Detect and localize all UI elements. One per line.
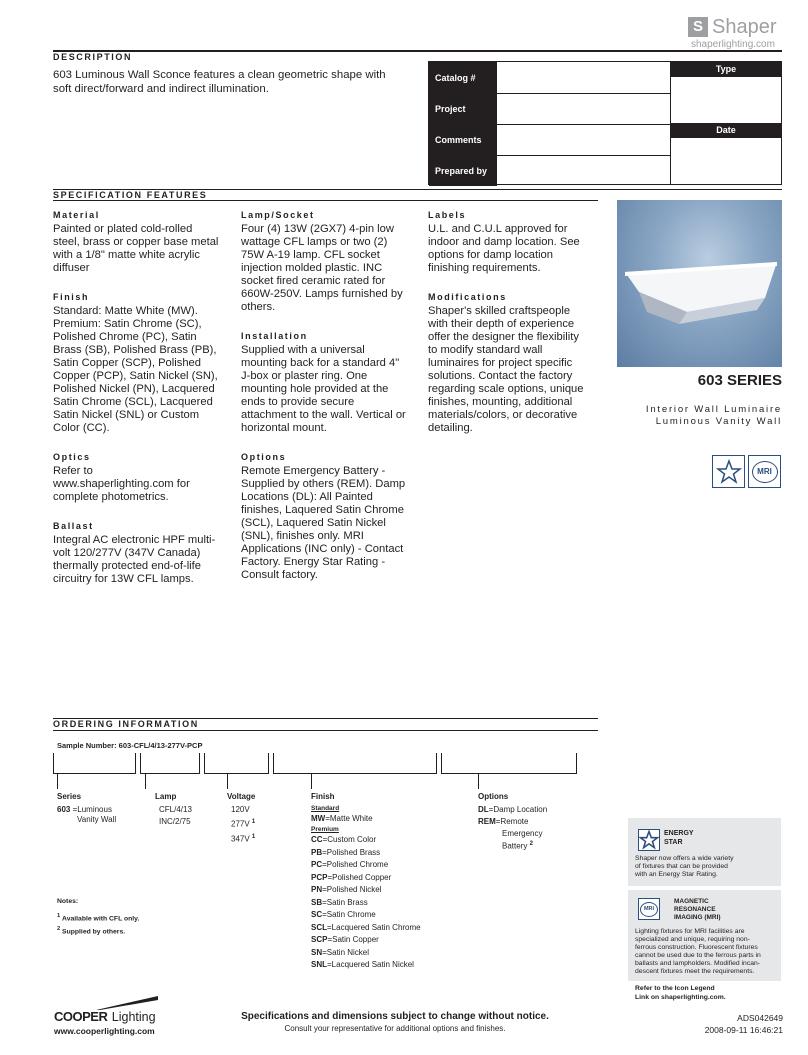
voltage-box bbox=[204, 753, 269, 774]
finish-mw-desc: =Matte White bbox=[325, 813, 373, 823]
finish-column bbox=[311, 791, 471, 972]
lamp-item-1: CFL/4/13 bbox=[159, 804, 192, 814]
finish-mw-code: MW bbox=[311, 813, 326, 823]
cooper-logo bbox=[54, 996, 169, 1036]
options-rem-desc-3: Battery bbox=[502, 841, 528, 851]
spec-heading: SPECIFICATION FEATURES bbox=[53, 190, 208, 200]
finish-pcp-desc: =Polished Copper bbox=[327, 872, 392, 882]
note-1-sup: 1 bbox=[57, 913, 61, 919]
shaper-url: shaperlighting.com bbox=[691, 39, 775, 50]
legend-mri-icon bbox=[638, 898, 660, 920]
series-box bbox=[53, 753, 136, 774]
finish-cc-desc: =Custom Color bbox=[322, 835, 377, 844]
finish-pn-code: PN bbox=[311, 885, 323, 894]
series-connector bbox=[57, 774, 58, 789]
shaper-logo bbox=[688, 14, 788, 50]
voltage-sup-1: 1 bbox=[251, 819, 256, 825]
voltage-sup-2: 1 bbox=[251, 834, 256, 841]
shaper-logo-mark: S bbox=[688, 17, 708, 37]
description-heading: DESCRIPTION bbox=[53, 52, 133, 62]
mri-icon bbox=[748, 455, 781, 488]
date-label: Date bbox=[671, 123, 781, 138]
legend-energy-title-2: STAR bbox=[664, 839, 683, 846]
options-text: Remote Emergency Battery - Supplied by others (REM). Damp Locations (DL): All Painted finishes, Laquered Satin Chrome (SCL), Laquered Satin Nickel (SNL), finishes only. MRI Applications (INC only) - Contact Factory. Energy Star Rating - Consult factory. bbox=[241, 465, 406, 581]
voltage-item-1: 120V bbox=[231, 804, 250, 814]
labels-text: U.L. and C.U.L approved for indoor and damp location. See options for damp location finishing requirements. bbox=[428, 223, 580, 274]
lamp-socket-title: Lamp/Socket bbox=[241, 210, 315, 220]
options-dl-code: DL bbox=[478, 804, 489, 814]
legend-mri-icon-badge: MRI bbox=[640, 902, 658, 917]
finish-pn-desc: =Polished Nickel bbox=[322, 885, 382, 894]
finish-sb-desc: =Satin Brass bbox=[322, 897, 368, 907]
lighting-word: Lighting bbox=[111, 1010, 156, 1024]
installation-text: Supplied with a universal mounting back for a standard 4" J-box or plaster ring. One mounting hole provided at the ends to provide secure attachment to the wall. Vertical or horizontal mount. bbox=[241, 344, 406, 434]
finish-standard-label: Standard bbox=[311, 804, 340, 812]
date-field[interactable] bbox=[671, 138, 781, 184]
series-code: 603 bbox=[57, 804, 71, 814]
material-title: Material bbox=[53, 210, 100, 220]
catalog-label: Catalog # bbox=[429, 62, 497, 93]
cooper-url: www.cooperlighting.com bbox=[54, 1026, 155, 1036]
series-desc-2: Vanity Wall bbox=[77, 815, 117, 824]
legend-energy-text: Shaper now offers a wide variety of fixtures that can be provided with an Energy Star Rating. bbox=[635, 855, 734, 878]
voltage-connector bbox=[227, 774, 228, 789]
optics-text: Refer to www.shaperlighting.com for complete photometrics. bbox=[53, 465, 190, 503]
form-left-block bbox=[428, 61, 671, 185]
options-rem-code: REM bbox=[478, 817, 496, 826]
options-title: Options bbox=[241, 452, 287, 462]
prepared-by-label: Prepared by bbox=[429, 155, 497, 186]
lamp-box bbox=[140, 753, 200, 774]
finish-title-label: Finish bbox=[311, 792, 335, 801]
material-text: Painted or plated cold-rolled steel, brass or copper base metal with a 1/8" matte white acrylic diffuser bbox=[53, 223, 219, 274]
options-connector bbox=[478, 774, 479, 789]
project-label: Project bbox=[429, 93, 497, 124]
finish-scp-code: SCP bbox=[311, 935, 328, 944]
finish-sn-code: SN bbox=[311, 947, 323, 957]
notes-title: Notes: bbox=[57, 898, 79, 905]
finish-sn-desc: =Satin Nickel bbox=[322, 947, 370, 957]
legend-mri-title-1: MAGNETIC bbox=[674, 898, 709, 905]
finish-sc-desc: =Satin Chrome bbox=[322, 910, 376, 919]
options-title-label: Options bbox=[478, 792, 509, 801]
energy-star-icon bbox=[712, 455, 745, 488]
series-title: 603 SERIES bbox=[697, 372, 782, 389]
legend-energy-star-icon bbox=[638, 829, 660, 851]
legend-refer-2: Link on shaperlighting.com. bbox=[635, 994, 726, 1001]
installation-title: Installation bbox=[241, 331, 308, 341]
options-box bbox=[441, 753, 577, 774]
finish-pcp-code: PCP bbox=[311, 872, 328, 882]
finish-premium-label: Premium bbox=[311, 826, 339, 833]
header-form bbox=[428, 61, 782, 185]
comments-label: Comments bbox=[429, 124, 497, 155]
finish-title: Finish bbox=[53, 292, 90, 302]
sample-number: Sample Number: 603-CFL/4/13-277V-PCP bbox=[57, 741, 203, 750]
options-dl-desc: =Damp Location bbox=[488, 804, 548, 814]
series-desc-1: =Luminous bbox=[72, 804, 112, 814]
mri-icon-badge: MRI bbox=[752, 461, 778, 483]
finish-pc-desc: =Polished Chrome bbox=[322, 860, 389, 869]
finish-box bbox=[273, 753, 437, 774]
note-2-sup: 2 bbox=[57, 926, 61, 933]
finish-snl-code: SNL bbox=[311, 960, 327, 969]
finish-pb-code: PB bbox=[311, 847, 323, 857]
voltage-item-2: 277V bbox=[231, 819, 250, 829]
series-column bbox=[57, 791, 116, 827]
ballast-text: Integral AC electronic HPF multi- volt 120/277V (347V Canada) thermally protected end-of-life circuitry for 13W CFL lamps. bbox=[53, 534, 216, 585]
legend-mri-title-2: RESONANCE bbox=[674, 906, 716, 913]
finish-text: Standard: Matte White (MW). Premium: Satin Chrome (SC), Polished Chrome (PC), Satin Brass (SB), Polished Brass (PB), Satin Copper (SCP), Polished Copper (PCP), Satin Nickel (SN), Polished Nickel (PN), Lacquered Satin Chrome (SCL), Lacquered Satin Nickel (SNL) or Custom Color (CC). bbox=[53, 305, 218, 434]
type-field[interactable] bbox=[671, 77, 781, 123]
series-line-1: Interior Wall Luminaire bbox=[645, 404, 782, 415]
legend-mri-box bbox=[628, 890, 781, 981]
modifications-title: Modifications bbox=[428, 292, 507, 302]
prepared-by-field[interactable] bbox=[497, 155, 670, 186]
project-field[interactable] bbox=[497, 93, 670, 124]
footer-notice: Specifications and dimensions subject to change without notice. bbox=[241, 1011, 549, 1022]
wall-sconce-image bbox=[617, 200, 782, 367]
finish-sc-code: SC bbox=[311, 910, 323, 919]
notes bbox=[57, 896, 139, 938]
finish-connector bbox=[311, 774, 312, 789]
form-right-block bbox=[671, 61, 782, 185]
comments-field[interactable] bbox=[497, 124, 670, 155]
finish-pb-desc: =Polished Brass bbox=[322, 847, 381, 857]
legend-refer-1: Refer to the Icon Legend bbox=[635, 985, 715, 992]
lamp-column bbox=[155, 791, 192, 829]
spec-column-1 bbox=[53, 200, 233, 586]
product-photo bbox=[617, 200, 782, 367]
series-title-label: Series bbox=[57, 792, 82, 801]
voltage-item-3: 347V bbox=[231, 834, 250, 844]
description-text: 603 Luminous Wall Sconce features a clean geometric shape with soft direct/forward and indirect illumination. bbox=[53, 69, 386, 95]
finish-cc-code: CC bbox=[311, 835, 323, 844]
timestamp: 2008-09-11 16:46:21 bbox=[704, 1025, 783, 1035]
lamp-title-label: Lamp bbox=[155, 792, 177, 801]
labels-title: Labels bbox=[428, 210, 467, 220]
lamp-item-2: INC/2/75 bbox=[159, 817, 191, 826]
note-1: Available with CFL only. bbox=[62, 915, 140, 923]
lamp-connector bbox=[145, 774, 146, 789]
options-rem-desc-1: =Remote bbox=[495, 817, 529, 826]
finish-snl-desc: =Lacquered Satin Nickel bbox=[327, 960, 414, 969]
finish-sb-code: SB bbox=[311, 897, 323, 907]
type-label: Type bbox=[671, 62, 781, 77]
spec-column-3 bbox=[428, 200, 598, 435]
ordering-heading: ORDERING INFORMATION bbox=[53, 719, 199, 729]
modifications-text: Shaper's skilled craftspeople with their depth of experience offer the designer the flexibility to modify standard wall luminaires for project specific solutions. Contact the factory regarding scale options, unique finishes, mounting, additional materials/colors, or decorative detailing. bbox=[428, 305, 584, 434]
voltage-title-label: Voltage bbox=[227, 792, 256, 801]
optics-title: Optics bbox=[53, 452, 91, 462]
legend-mri-title-3: IMAGING (MRI) bbox=[674, 914, 721, 921]
series-line-2: Luminous Vanity Wall bbox=[655, 416, 782, 427]
ballast-title: Ballast bbox=[53, 521, 94, 531]
catalog-field[interactable] bbox=[497, 62, 670, 92]
shaper-logo-text: Shaper bbox=[712, 16, 777, 38]
options-rem-desc-2: Emergency bbox=[502, 828, 543, 838]
finish-scl-code: SCL bbox=[311, 922, 327, 932]
voltage-column bbox=[227, 791, 255, 846]
finish-scp-desc: =Satin Copper bbox=[327, 935, 379, 944]
finish-pc-code: PC bbox=[311, 860, 323, 869]
lamp-socket-text: Four (4) 13W (2GX7) 4-pin low wattage CFL lamps or two (2) 75W A-19 lamp. CFL socket injection molded plastic. INC socket fired ceramic rated for 660W-250V. Lamps furnished by others. bbox=[241, 223, 403, 313]
footer-consult: Consult your representative for additional options and finishes. bbox=[284, 1024, 506, 1033]
options-rem-sup: 2 bbox=[529, 840, 533, 847]
note-2: Supplied by others. bbox=[62, 928, 126, 936]
options-column bbox=[478, 791, 598, 851]
spec-column-2 bbox=[241, 200, 421, 582]
finish-scl-desc: =Lacquered Satin Chrome bbox=[327, 922, 421, 932]
legend-energy-box bbox=[628, 818, 781, 886]
legend-mri-text: Lighting fixtures for MRI facilities are specialized and unique, requiring non- ferrous construction. Fluorescent fixtures cannot be used due to the ferrous parts in ballasts and lampholders. Modified incan- descent fixtures meet the requirements. bbox=[635, 928, 761, 975]
cooper-word: COOPER bbox=[54, 1009, 108, 1024]
legend-energy-title-1: ENERGY bbox=[664, 830, 694, 837]
doc-id: ADS042649 bbox=[737, 1013, 783, 1023]
